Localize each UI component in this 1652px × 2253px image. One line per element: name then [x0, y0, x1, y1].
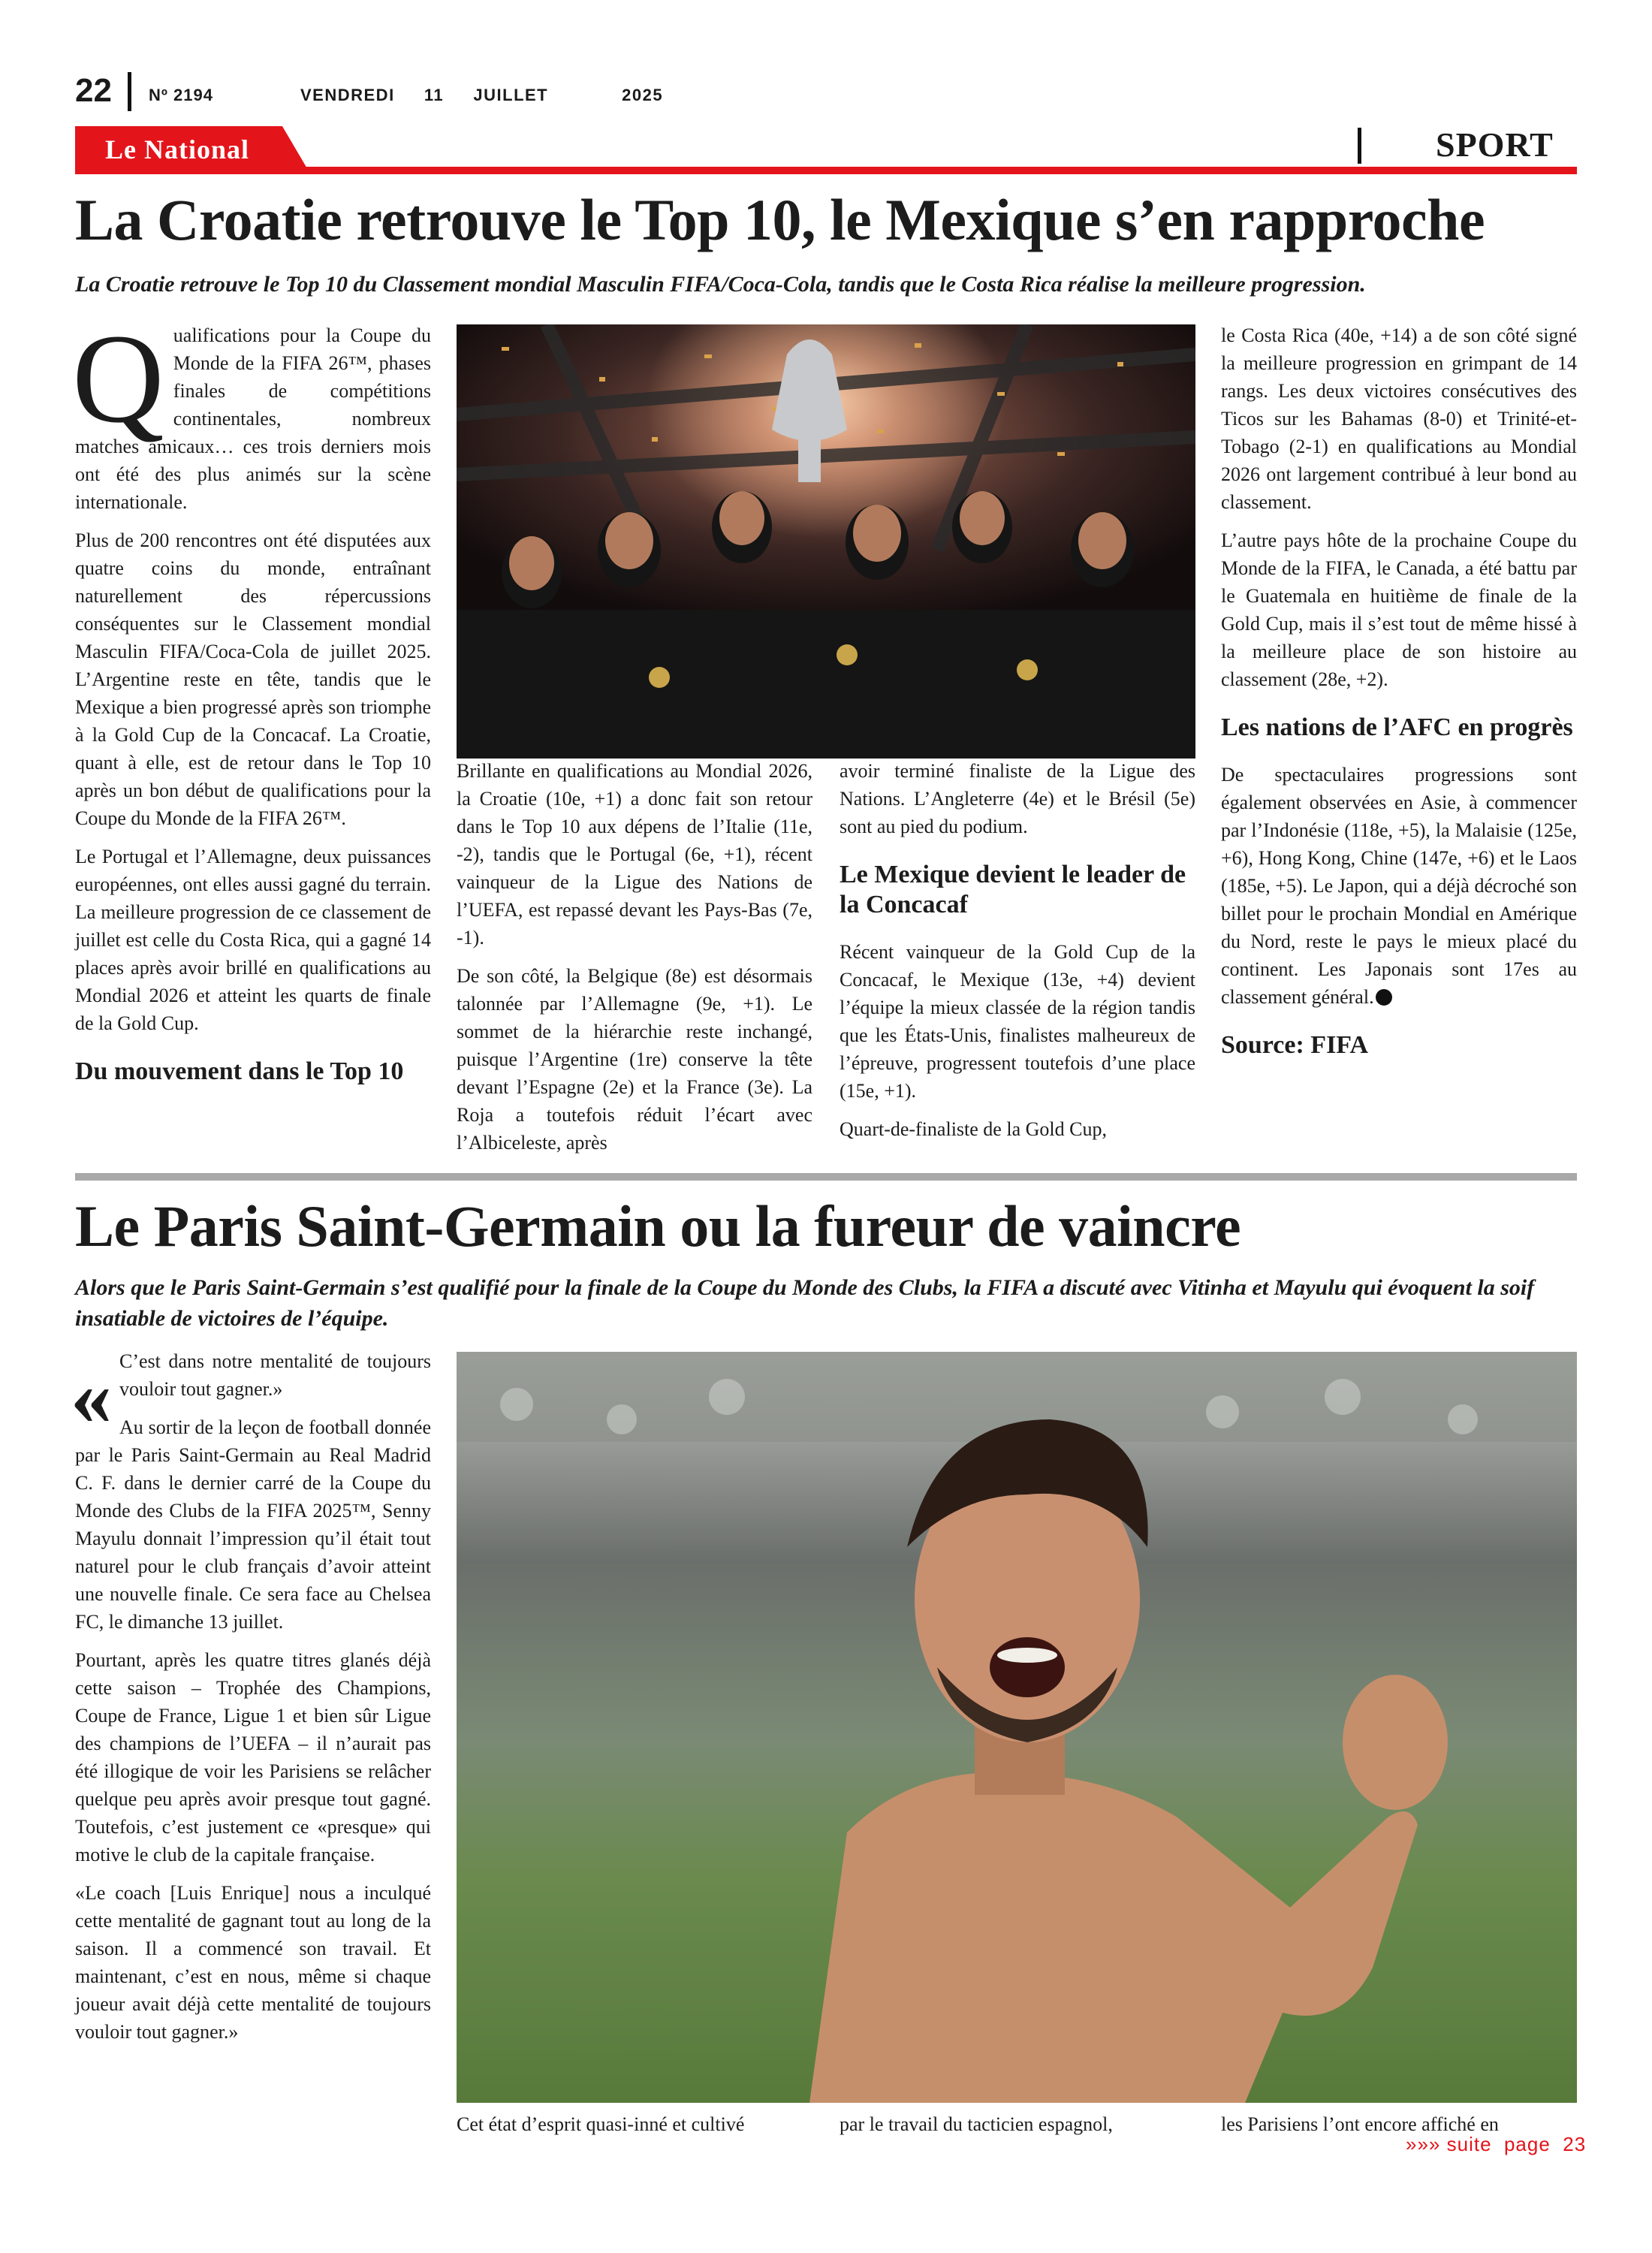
paragraph — [1221, 761, 1577, 1011]
photo-illustration — [457, 324, 1195, 759]
player-celebration-photo — [457, 1352, 1577, 2103]
issue-number: Nº 2194 — [149, 86, 213, 104]
paragraph: Pourtant, après les quatre titres glanés déjà cette saison – Trophée des Champions, Coupe de France, Ligue 1 et bien sûr Ligue des champions de l’UEFA – il n’aurait pas été illogique de voir les Parisiens se relâcher quelque peu après avoir presque tout gagné. Toutefois, c’est justement ce «presque» qui motive le club de la capitale française. — [75, 1649, 431, 1865]
subheading: Les nations de l’AFC en progrès — [1221, 713, 1573, 741]
paragraph: avoir terminé finaliste de la Ligue des Nations. L’Angleterre (4e) et le Brésil (5e) sont au pied du podium. — [840, 760, 1195, 837]
article1-column-1 — [72, 308, 431, 1105]
section-divider — [1358, 128, 1361, 164]
article1-column-2 — [457, 757, 812, 1167]
article2-column-3 — [840, 2110, 1195, 2149]
paragraph: ualifications pour la Coupe du Monde de la FIFA 26™, phases finales de compétitions continentales, nombreux matches amicaux… ces trois derniers mois ont été des plus animés sur la scène internationale. — [75, 324, 431, 513]
paragraph: Récent vainqueur de la Gold Cup de la Concacaf, le Mexique (13e, +4) devient l’équipe la mieux classée de la région tandis que les États-Unis, finalistes malheureux de l’épreuve, progressent toutefois d’une place (15e, +1). — [840, 941, 1195, 1102]
article2-column-1 — [71, 1347, 431, 2056]
paragraph: C’est dans notre mentalité de toujours vouloir tout gagner.» — [119, 1350, 431, 1400]
header-red-rule — [75, 167, 1577, 174]
source-credit: Source: FIFA — [1221, 1031, 1369, 1059]
subheading: Du mouvement dans le Top 10 — [75, 1057, 404, 1085]
paragraph: Au sortir de la leçon de football donnée par le Paris Saint-Germain au Real Madrid C. F. dans le dernier carré de la Coupe du Monde des Clubs de la FIFA 2025™, Senny Mayulu donnait l’impression qu’il était tout naturel pour le club français d’avoir atteint une nouvelle finale. Ce sera face au Chelsea FC, le dimanche 13 juillet. — [75, 1416, 431, 1633]
dropcap: Q — [72, 308, 164, 449]
article-divider — [75, 1173, 1577, 1181]
section-label: SPORT — [1436, 125, 1554, 164]
paragraph: «Le coach [Luis Enrique] nous a inculqué cette mentalité de gagnant tout au long de la saison. Il a commencé son travail. Et maintenant, c’est en nous, même si chaque joueur avait déjà cette mentalité de toujours vouloir tout gagner.» — [75, 1882, 431, 2043]
article1-column-3 — [840, 757, 1195, 1154]
article2-title: Le Paris Saint-Germain ou la fureur de vaincre — [75, 1193, 1241, 1259]
issue-date: VENDREDI 11 JUILLET 2025 — [300, 86, 664, 104]
article1-standfirst: La Croatie retrouve le Top 10 du Classement mondial Masculin FIFA/Coca-Cola, tandis que le Costa Rica réalise la meilleure progression. — [75, 272, 1366, 297]
paragraph: L’autre pays hôte de la prochaine Coupe du Monde de la FIFA, le Canada, a été battu par le Guatemala en huitième de finale de la Gold Cup, mais il s’est tout de même hissé à la meilleure place de son histoire au classement (28e, +2). — [1221, 529, 1577, 690]
paragraph: Le Portugal et l’Allemagne, deux puissances européennes, ont elles aussi gagné du terrain. La meilleure progression de ce classement de juillet est celle du Costa Rica, qui a gagné 14 places après avoir brillé en qualifications au Mondial 2026 et atteint les quarts de finale de la Gold Cup. — [75, 846, 431, 1034]
paragraph: Plus de 200 rencontres ont été disputées aux quatre coins du monde, entraînant naturellement des répercussions conséquentes sur le Classement mondial Masculin FIFA/Coca-Cola de juillet 2025. L’Argentine reste en tête, tandis que le Mexique a bien progressé après son triomphe à la Gold Cup de la Concacaf. La Croatie, quant à elle, est de retour dans le Top 10 après un bon début de qualifications pour la Coupe du Monde de la FIFA 26™. — [75, 529, 431, 829]
page-number: 22 — [75, 72, 112, 109]
end-of-article-icon — [1376, 989, 1392, 1006]
brand-name: Le National — [105, 134, 250, 164]
paragraph: Cet état d’esprit quasi-inné et cultivé — [457, 2113, 745, 2135]
paragraph: par le travail du tacticien espagnol, — [840, 2113, 1113, 2135]
paragraph: De son côté, la Belgique (8e) est désormais talonnée par l’Allemagne (9e, +1). Le sommet de la hiérarchie reste inchangé, puisque l’Argentine (1re) conserve la tête devant l’Espagne (2e) et la France (3e). La Roja a toutefois réduit l’écart avec l’Albiceleste, après — [457, 965, 812, 1154]
article1-title: La Croatie retrouve le Top 10, le Mexique s’en rapproche — [75, 187, 1485, 252]
paragraph: le Costa Rica (40e, +14) a de son côté signé la meilleure progression en grimpant de 14 rangs. Les deux victoires consécutives des Ticos sur les Bahamas (8-0) et Trinité-et-Tobago (2-1) en qualifications au Mondial 2026 ont largement contribué à leur bond au classement. — [1221, 324, 1577, 513]
subheading: Le Mexique devient le leader de la Concacaf — [840, 861, 1186, 918]
photo-illustration — [457, 1352, 1577, 2103]
paragraph: Quart-de-finaliste de la Gold Cup, — [840, 1118, 1107, 1140]
paragraph: Brillante en qualifications au Mondial 2026, la Croatie (10e, +1) a donc fait son retour dans le Top 10 aux dépens de l’Italie (11e, -2), tandis que le Portugal (6e, +1), récent vainqueur de la Ligue des Nations de l’UEFA, est repassé devant les Pays-Bas (7e, -1). — [457, 760, 812, 949]
trophy-celebration-photo — [457, 324, 1195, 759]
header-divider — [128, 72, 131, 111]
article2-column-2 — [457, 2110, 812, 2149]
paragraph: les Parisiens l’ont encore affiché en — [1221, 2113, 1499, 2135]
article1-column-4 — [1221, 321, 1577, 1078]
opening-quote-mark: « — [71, 1350, 112, 1442]
continued-on-page-link[interactable]: »»» suite page 23 — [1406, 2133, 1587, 2155]
paragraph-text: De spectaculaires progressions sont également observées en Asie, à commencer par l’Indonésie (118e, +5), la Malaisie (125e, +6), Hong Kong, Chine (147e, +6) et le Laos (185e, +5). Le Japon, qui a déjà décroché son billet pour le prochain Mondial en Amérique du Nord, reste le pays le mieux placé du continent. Les Japonais sont 17es au classement général. — [1221, 764, 1577, 1008]
article2-standfirst: Alors que le Paris Saint-Germain s’est qualifié pour la finale de la Coupe du Monde des Clubs, la FIFA a discuté avec Vitinha et Mayulu qui évoquent la soif insatiable de victoires de l’équipe. — [75, 1275, 1535, 1331]
